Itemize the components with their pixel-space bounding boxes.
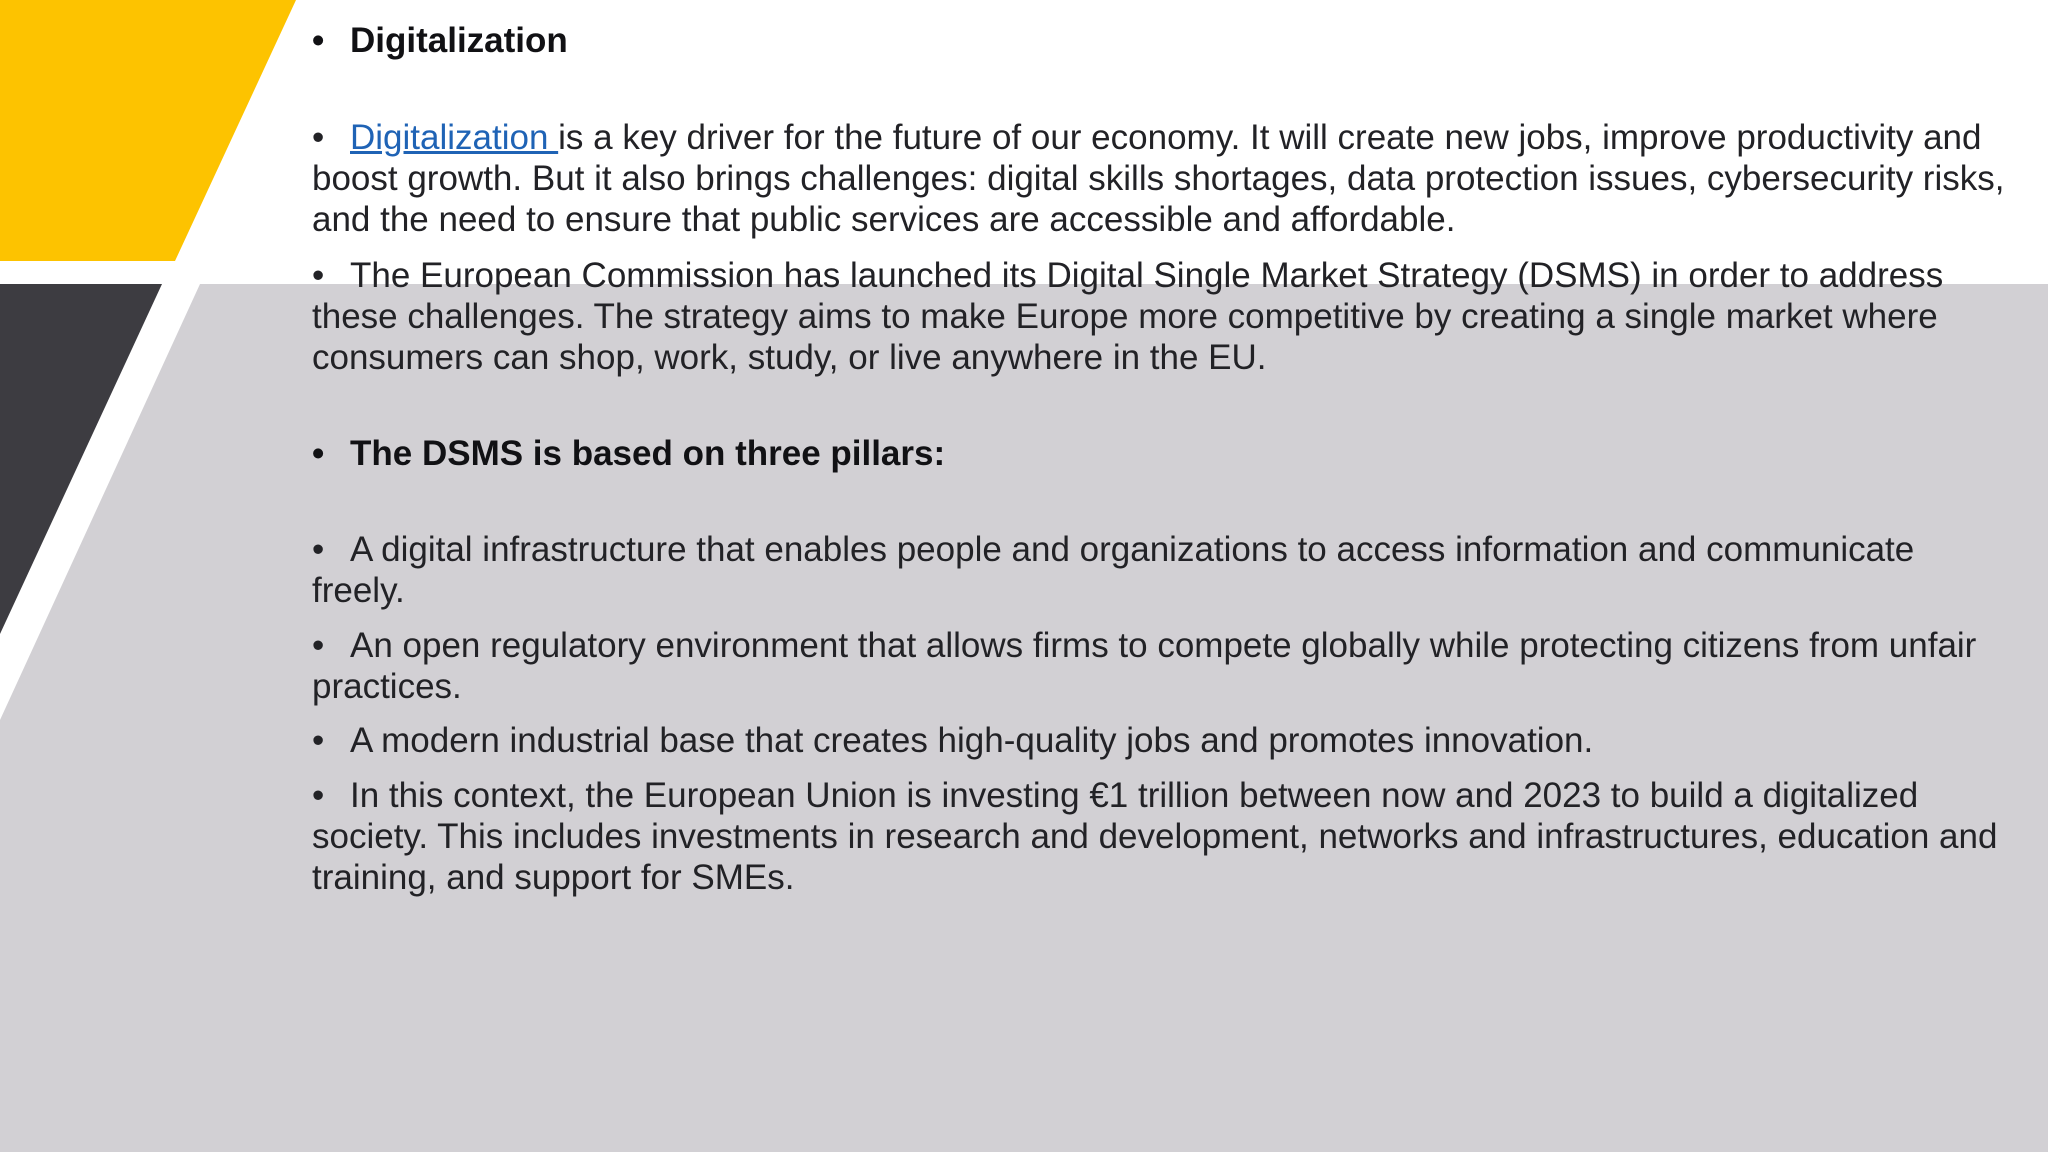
yellow-parallelogram xyxy=(0,0,296,261)
paragraph-dsms-intro: • The European Commission has launched its Digital Single Market Strategy (DSMS) in order to address these challenges. The strategy aims to make Europe more competitive by creating a single market where consumers can shop, work, study, or live anywhere in the EU. xyxy=(312,256,1944,377)
bullet: • xyxy=(312,434,325,473)
bullet: • xyxy=(312,776,325,815)
pillar-item: • A digital infrastructure that enables people and organizations to access information and communicate freely. xyxy=(312,530,1915,610)
bullet: • xyxy=(312,626,325,665)
pillar-item: • A modern industrial base that creates high-quality jobs and promotes innovation. xyxy=(312,721,1594,760)
pillar-item: • An open regulatory environment that allows firms to compete globally while protecting citizens from unfair practices. xyxy=(312,626,1977,706)
bullet: • xyxy=(312,21,325,60)
paragraph-investment: • In this context, the European Union is investing €1 trillion between now and 2023 to build a digitalized society. This includes investments in research and development, networks and infrastructures, education and training, and support for SMEs. xyxy=(312,776,1998,897)
bullet: • xyxy=(312,118,325,157)
bullet: • xyxy=(312,530,325,569)
digitalization-link[interactable]: Digitalization xyxy=(350,118,559,157)
paragraph-digitalization: • Digitalization is a key driver for the future of our economy. It will create new jobs, improve productivity and boost growth. But it also brings challenges: digital skills shortages, data protection issues, cybersecurity risks, and the need to ensure that public services are accessible and affordable. xyxy=(312,118,2005,239)
heading-dsms-pillars: • The DSMS is based on three pillars: xyxy=(312,434,946,473)
heading-digitalization: • Digitalization xyxy=(312,21,568,60)
gray-background-panel xyxy=(0,284,2048,1152)
bullet: • xyxy=(312,256,325,295)
bullet: • xyxy=(312,721,325,760)
